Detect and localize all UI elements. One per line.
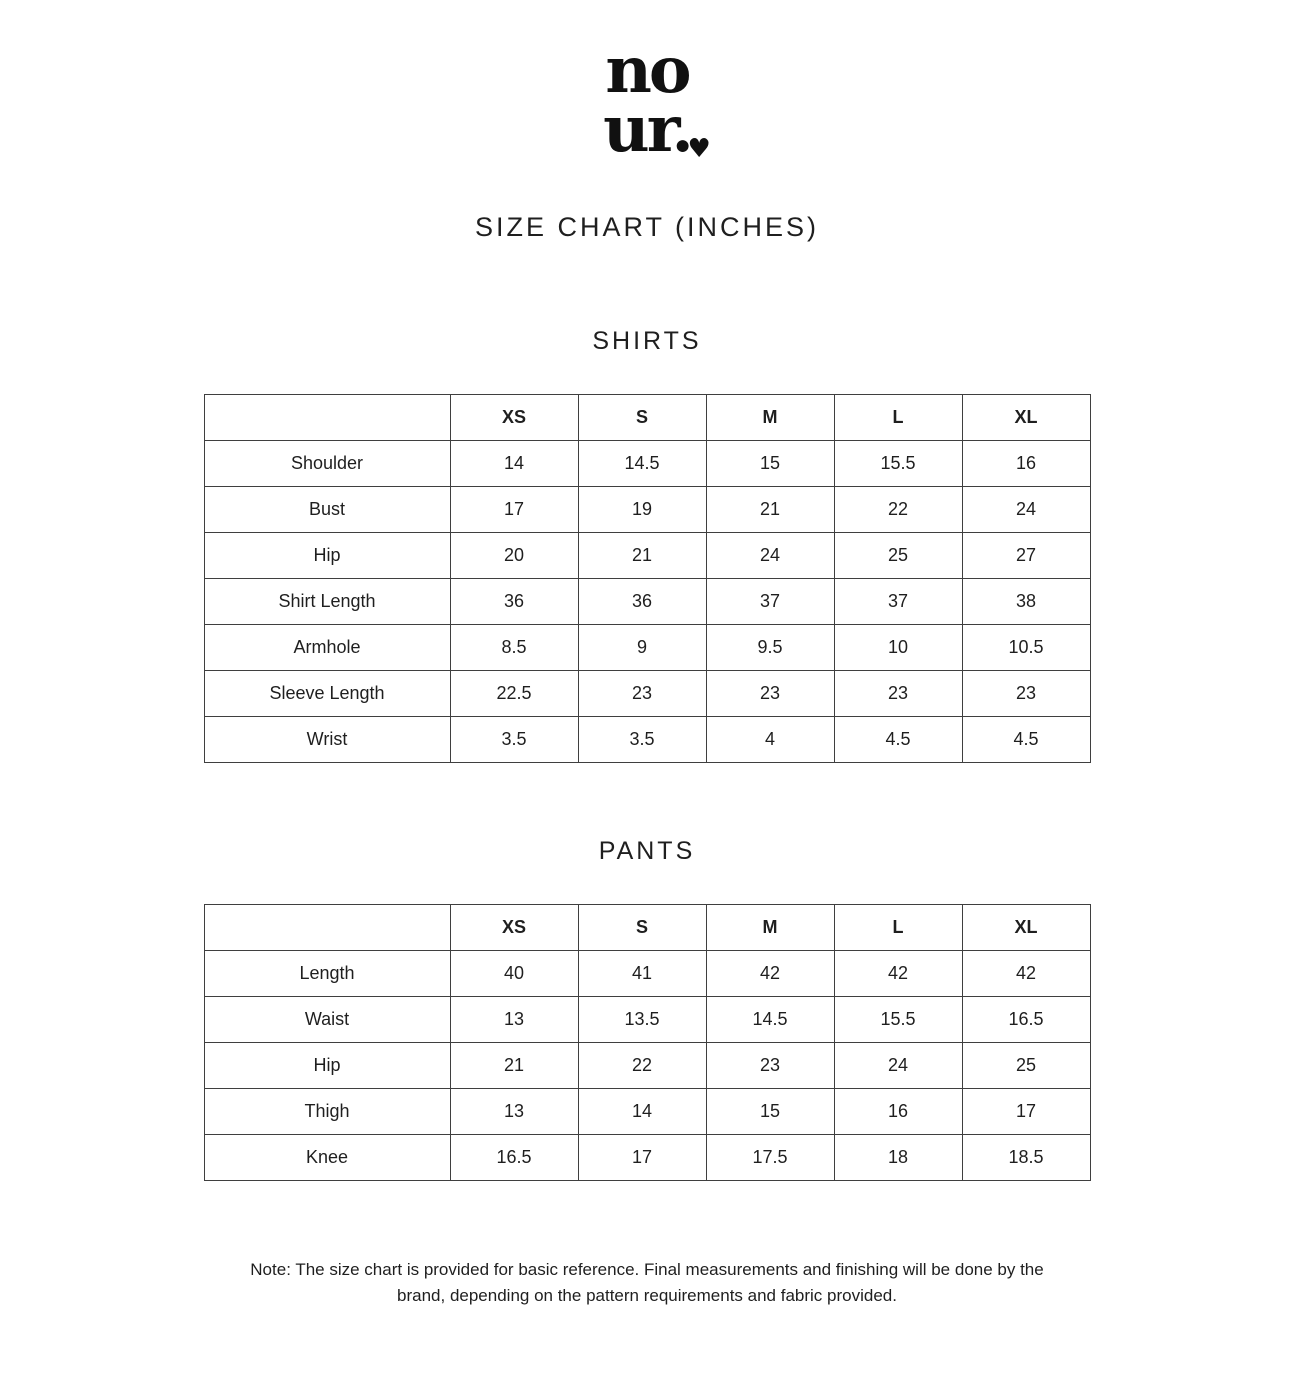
reference-note-line-2: brand, depending on the pattern requirements and fabric provided. (397, 1286, 897, 1306)
measurement-value: 22.5 (450, 670, 578, 716)
measurement-value: 42 (706, 950, 834, 996)
measurement-value: 17.5 (706, 1134, 834, 1180)
measurement-label: Bust (204, 486, 450, 532)
measurement-value: 14 (450, 440, 578, 486)
size-column-header: L (834, 904, 962, 950)
measurement-label: Thigh (204, 1088, 450, 1134)
shirts-size-table (204, 394, 1091, 763)
measurement-value: 3.5 (450, 716, 578, 762)
size-column-header: S (578, 394, 706, 440)
reference-note (0, 1257, 1294, 1310)
measurement-row (204, 716, 1090, 762)
page-title: SIZE CHART (INCHES) (474, 211, 820, 242)
pants-size-table (204, 904, 1091, 1181)
measurement-value: 22 (578, 1042, 706, 1088)
brand-logo-container (0, 0, 1294, 167)
measurement-value: 23 (962, 670, 1090, 716)
measurement-label: Hip (204, 1042, 450, 1088)
measurement-value: 27 (962, 532, 1090, 578)
measurement-value: 10 (834, 624, 962, 670)
measurement-value: 24 (706, 532, 834, 578)
measurement-value: 23 (578, 670, 706, 716)
size-column-header: XL (962, 904, 1090, 950)
measurement-value: 14.5 (706, 996, 834, 1042)
measurement-value: 25 (962, 1042, 1090, 1088)
measurement-row (204, 670, 1090, 716)
heart-icon: ♥ (687, 133, 711, 164)
measurement-value: 14 (578, 1088, 706, 1134)
brand-logo (603, 33, 711, 167)
measurement-value: 36 (578, 578, 706, 624)
measurement-value: 16 (962, 440, 1090, 486)
measurement-value: 21 (578, 532, 706, 578)
measurement-value: 20 (450, 532, 578, 578)
measurement-value: 37 (706, 578, 834, 624)
measurement-value: 17 (962, 1088, 1090, 1134)
measurement-value: 13 (450, 1088, 578, 1134)
measurement-value: 17 (450, 486, 578, 532)
measurement-label: Shirt Length (204, 578, 450, 624)
measurement-value: 37 (834, 578, 962, 624)
measurement-label: Knee (204, 1134, 450, 1180)
measurement-value: 13 (450, 996, 578, 1042)
measurement-value: 9 (578, 624, 706, 670)
measurement-value: 23 (706, 670, 834, 716)
measurement-value: 9.5 (706, 624, 834, 670)
measurement-value: 16.5 (450, 1134, 578, 1180)
shirts-section-heading: SHIRTS (592, 326, 702, 355)
size-column-header: XS (450, 394, 578, 440)
measurement-label: Length (204, 950, 450, 996)
measurement-value: 21 (450, 1042, 578, 1088)
measurement-label: Sleeve Length (204, 670, 450, 716)
size-header-row (204, 904, 1090, 950)
logo-text-bottom: ur. (603, 91, 691, 167)
measurement-value: 3.5 (578, 716, 706, 762)
measurement-row (204, 1088, 1090, 1134)
measurement-value: 8.5 (450, 624, 578, 670)
size-column-header: M (706, 904, 834, 950)
measurement-value: 22 (834, 486, 962, 532)
size-column-header: L (834, 394, 962, 440)
measurement-value: 15.5 (834, 996, 962, 1042)
measurement-row (204, 950, 1090, 996)
measurement-value: 14.5 (578, 440, 706, 486)
pants-section-heading: PANTS (598, 836, 696, 865)
measurement-label: Shoulder (204, 440, 450, 486)
measurement-value: 19 (578, 486, 706, 532)
measurement-value: 41 (578, 950, 706, 996)
measurement-row (204, 578, 1090, 624)
measurement-value: 13.5 (578, 996, 706, 1042)
measurement-value: 15 (706, 440, 834, 486)
corner-cell (204, 904, 450, 950)
measurement-value: 42 (834, 950, 962, 996)
measurement-value: 24 (834, 1042, 962, 1088)
corner-cell (204, 394, 450, 440)
measurement-value: 15.5 (834, 440, 962, 486)
measurement-value: 40 (450, 950, 578, 996)
measurement-value: 4.5 (962, 716, 1090, 762)
measurement-value: 10.5 (962, 624, 1090, 670)
measurement-label: Waist (204, 996, 450, 1042)
size-column-header: XS (450, 904, 578, 950)
measurement-label: Armhole (204, 624, 450, 670)
logo-text-top: no (605, 33, 689, 108)
size-column-header: XL (962, 394, 1090, 440)
size-column-header: S (578, 904, 706, 950)
measurement-row (204, 996, 1090, 1042)
measurement-value: 18.5 (962, 1134, 1090, 1180)
size-header-row (204, 394, 1090, 440)
measurement-value: 4.5 (834, 716, 962, 762)
measurement-row (204, 1042, 1090, 1088)
measurement-value: 23 (834, 670, 962, 716)
measurement-value: 16.5 (962, 996, 1090, 1042)
size-column-header: M (706, 394, 834, 440)
measurement-value: 25 (834, 532, 962, 578)
measurement-value: 15 (706, 1088, 834, 1134)
measurement-row (204, 486, 1090, 532)
measurement-value: 18 (834, 1134, 962, 1180)
measurement-value: 42 (962, 950, 1090, 996)
measurement-value: 23 (706, 1042, 834, 1088)
measurement-row (204, 1134, 1090, 1180)
reference-note-line-1: Note: The size chart is provided for basic reference. Final measurements and finishing will be done by the (250, 1259, 1044, 1279)
measurement-value: 17 (578, 1134, 706, 1180)
measurement-row (204, 532, 1090, 578)
measurement-value: 24 (962, 486, 1090, 532)
measurement-row (204, 440, 1090, 486)
measurement-value: 21 (706, 486, 834, 532)
measurement-value: 36 (450, 578, 578, 624)
measurement-label: Wrist (204, 716, 450, 762)
measurement-value: 16 (834, 1088, 962, 1134)
measurement-label: Hip (204, 532, 450, 578)
measurement-value: 38 (962, 578, 1090, 624)
measurement-row (204, 624, 1090, 670)
measurement-value: 4 (706, 716, 834, 762)
